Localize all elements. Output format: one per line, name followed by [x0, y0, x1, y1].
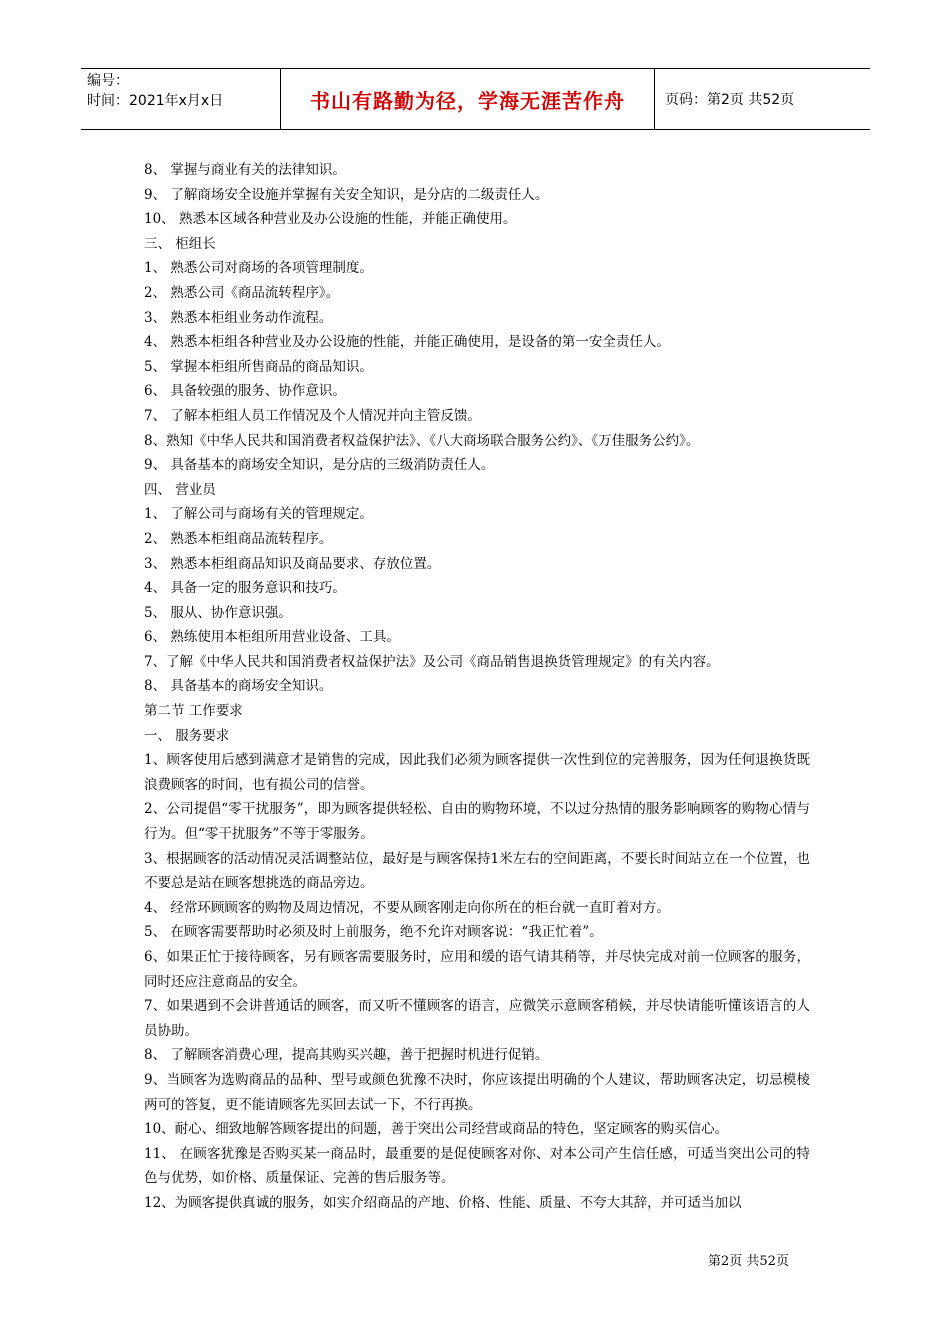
paragraph: 6、如果正忙于接待顾客，另有顾客需要服务时，应用和缓的语气请其稍等，并尽快完成对前一位顾客的服务，同时还应注意商品的安全。 [144, 949, 810, 990]
text-line: 5、 掌握本柜组所售商品的商品知识。 [144, 358, 373, 375]
header-page-info: 页码：第2页 共52页 [665, 92, 795, 108]
text-line: 3、 熟悉本柜组业务动作流程。 [144, 309, 333, 326]
text-line: 8、熟知《中华人民共和国消费者权益保护法》、《八大商场联合服务公约》、《万佳服务公约》。 [144, 432, 700, 449]
chapter-heading: 第二节 工作要求 [144, 703, 243, 720]
paragraph: 1、顾客使用后感到满意才是销售的完成，因此我们必须为顾客提供一次性到位的完善服务，因为任何退换货既浪费顾客的时间，也有损公司的信誉。 [144, 752, 810, 793]
text-line: 2、 熟悉公司《商品流转程序》。 [144, 284, 340, 301]
paragraph: 2、公司提倡“零干扰服务”，即为顾客提供轻松、自由的购物环境，不以过分热情的服务影响顾客的购物心情与行为。但“零干扰服务”不等于零服务。 [144, 801, 810, 843]
paragraph: 5、 在顾客需要帮助时必须及时上前服务，绝不允许对顾客说：“我正忙着”。 [144, 924, 603, 941]
text-line: 9、 具备基本的商场安全知识，是分店的三级消防责任人。 [144, 457, 495, 474]
text-line: 6、 具备较强的服务、协作意识。 [144, 383, 346, 400]
paragraph: 9、当顾客为选购商品的品种、型号或颜色犹豫不决时，你应该提出明确的个人建议，帮助顾客决定，切忌模棱两可的答复，更不能请顾客先买回去试一下，不行再换。 [144, 1071, 810, 1113]
text-line: 5、 服从、协作意识强。 [144, 604, 292, 621]
text-line: 8、 具备基本的商场安全知识。 [144, 678, 333, 695]
paragraph: 11、 在顾客犹豫是否购买某一商品时，最重要的是促使顾客对你、对本公司产生信任感，可适当突出公司的特色与优势，如价格、质量保证、完善的售后服务等。 [144, 1145, 810, 1187]
document-number-label: 编号： [87, 73, 129, 89]
text-line: 7、了解《中华人民共和国消费者权益保护法》及公司《商品销售退换货管理规定》的有关内容。 [144, 653, 720, 670]
paragraph: 8、 了解顾客消费心理，提高其购买兴趣，善于把握时机进行促销。 [144, 1047, 549, 1064]
text-line: 2、 熟悉本柜组商品流转程序。 [144, 530, 333, 547]
document-body [144, 158, 810, 1216]
paragraph: 12、为顾客提供真诚的服务，如实介绍商品的产地、价格、性能、质量、不夸大其辞，并可适当加以 [144, 1194, 742, 1211]
section-heading: 一、 服务要求 [144, 727, 230, 744]
text-line: 8、 掌握与商业有关的法律知识。 [144, 162, 346, 178]
section-heading: 三、 柜组长 [144, 235, 216, 252]
header-motto: 书山有路勤为径，学海无涯苦作舟 [281, 69, 655, 129]
document-time-label: 时间：2021年x月x日 [87, 93, 224, 109]
header-meta [81, 69, 281, 129]
paragraph: 7、如果遇到不会讲普通话的顾客，而又听不懂顾客的语言，应微笑示意顾客稍候，并尽快请能听懂该语言的人员协助。 [144, 998, 810, 1039]
paragraph: 4、 经常环顾顾客的购物及周边情况，不要从顾客刚走向你所在的柜台就一直盯着对方。 [144, 899, 670, 916]
text-line: 3、 熟悉本柜组商品知识及商品要求、存放位置。 [144, 555, 441, 572]
paragraph: 3、根据顾客的活动情况灵活调整站位，最好是与顾客保持1米左右的空间距离，不要长时间站立在一个位置，也不要总是站在顾客想挑选的商品旁边。 [144, 850, 810, 892]
text-line: 1、 熟悉公司对商场的各项管理制度。 [144, 260, 373, 277]
text-line: 4、 具备一定的服务意识和技巧。 [144, 580, 346, 597]
text-line: 10、 熟悉本区域各种营业及办公设施的性能，并能正确使用。 [144, 211, 517, 228]
text-line: 7、 了解本柜组人员工作情况及个人情况并向主管反馈。 [144, 407, 481, 424]
page-header [81, 68, 870, 130]
text-line: 9、 了解商场安全设施并掌握有关安全知识，是分店的二级责任人。 [144, 186, 549, 203]
paragraph: 10、耐心、细致地解答顾客提出的问题，善于突出公司经营或商品的特色，坚定顾客的购买信心。 [144, 1121, 729, 1138]
text-line: 4、 熟悉本柜组各种营业及办公设施的性能，并能正确使用，是设备的第一安全责任人。 [144, 334, 670, 351]
text-line: 1、 了解公司与商场有关的管理规定。 [144, 506, 373, 523]
text-line: 6、 熟练使用本柜组所用营业设备、工具。 [144, 629, 400, 646]
page-footer: 第2页 共52页 [708, 1254, 789, 1269]
section-heading: 四、 营业员 [144, 481, 216, 498]
